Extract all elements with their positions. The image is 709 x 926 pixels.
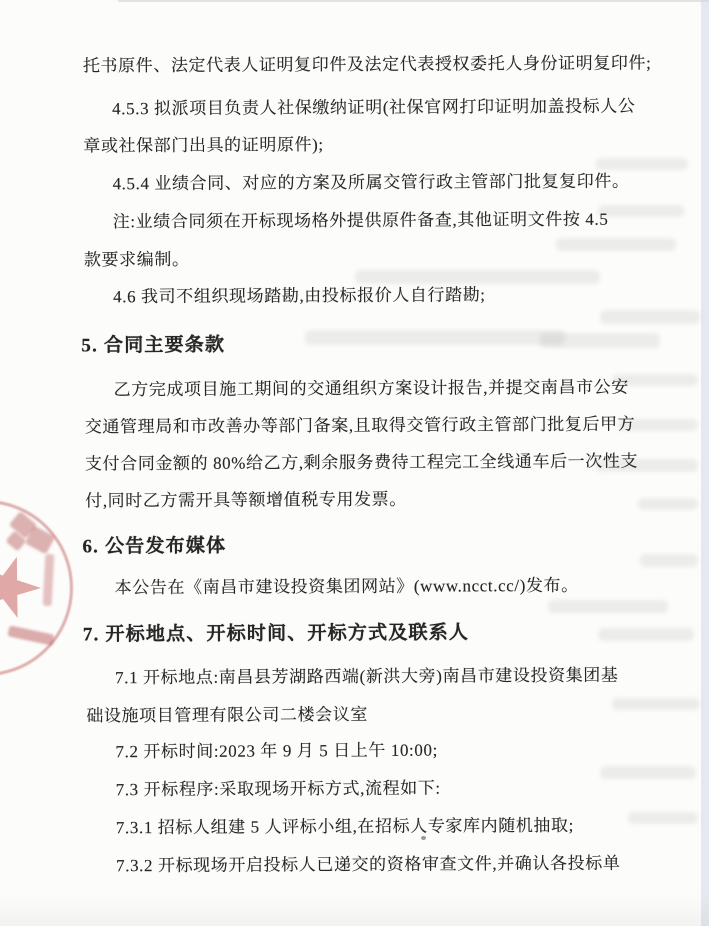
document-line: 付,同时乙方需开具等额增值税专用发票。 xyxy=(85,489,407,511)
document-line: 7.2 开标时间:2023 年 9 月 5 日上午 10:00; xyxy=(115,740,438,762)
document-line: 础设施项目管理有限公司二楼会议室 xyxy=(86,704,368,726)
document-line: 注:业绩合同须在开标现场格外提供原件备查,其他证明文件按 4.5 xyxy=(112,209,609,232)
document-line: 支付合同金额的 80%给乙方,剩余服务费待工程完工全线通车后一次性支 xyxy=(84,451,639,474)
document-line: 本公告在《南昌市建设投资集团网站》(www.ncct.cc/)发布。 xyxy=(114,575,579,598)
document-line: 乙方完成项目施工期间的交通组织方案设计报告,并提交南昌市公安 xyxy=(113,377,629,400)
section-heading: 7. 开标地点、开标时间、开标方式及联系人 xyxy=(82,622,470,646)
document-line: 7.3.2 开标现场开启投标人已递交的资格审查文件,并确认各投标单 xyxy=(116,853,621,876)
section-heading: 5. 合同主要条款 xyxy=(81,334,226,357)
document-line: 7.3.1 招标人组建 5 人评标小组,在招标人专家库内随机抽取; xyxy=(115,815,574,838)
document-line: 7.1 开标地点:南昌县芳湖路西端(新洪大旁)南昌市建设投资集团基 xyxy=(115,665,619,688)
document-line: 4.5.3 拟派项目负责人社保缴纳证明(社保官网打印证明加盖投标人公 xyxy=(112,96,636,119)
document-line: 章或社保部门出具的证明原件); xyxy=(83,135,324,156)
document-line: 款要求编制。 xyxy=(83,249,190,270)
document-line: 4.5.4 业绩合同、对应的方案及所属交管行政主管部门批复复印件。 xyxy=(112,171,630,194)
document-line: 交通管理局和市改善办等部门备案,且取得交管行政主管部门批复后甲方 xyxy=(84,414,636,437)
document-line: 托书原件、法定代表人证明复印件及法定代表授权委托人身份证明复印件; xyxy=(82,53,652,76)
section-heading: 6. 公告发布媒体 xyxy=(82,535,227,558)
document-line: 7.3 开标程序:采取现场开标方式,流程如下: xyxy=(115,778,441,800)
document-line: 4.6 我司不组织现场踏勘,由投标报价人自行踏勘; xyxy=(113,285,486,307)
